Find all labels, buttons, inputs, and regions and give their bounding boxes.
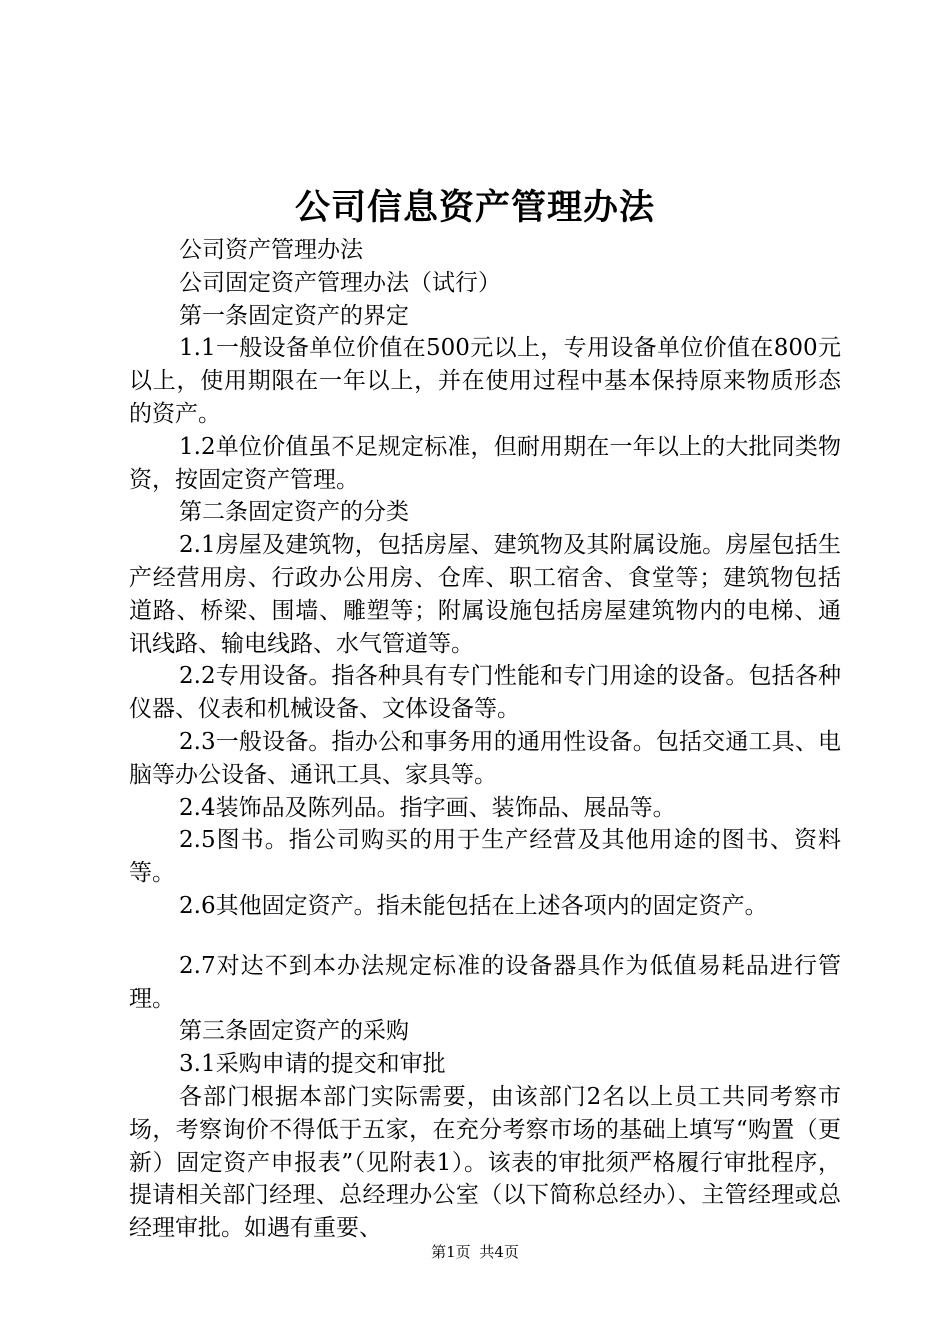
paragraph: 1.2单位价值虽不足规定标准，但耐用期在一年以上的大批同类物资，按固定资产管理。	[129, 433, 841, 493]
page-footer	[0, 1242, 950, 1262]
paragraph: 3.1采购申请的提交和审批	[179, 1051, 446, 1078]
document-title: 公司信息资产管理办法	[294, 187, 655, 228]
paragraph: 2.3一般设备。指办公和事务用的通用性设备。包括交通工具、电脑等办公设备、通讯工具、家具等。	[129, 728, 841, 788]
page-number: 第1页	[431, 1243, 471, 1261]
page-total: 共4页	[479, 1243, 519, 1261]
paragraph: 2.1房屋及建筑物，包括房屋、建筑物及其附属设施。房屋包括生产经营用房、行政办公用房、仓库、职工宿舍、食堂等；建筑物包括道路、桥梁、围墙、雕塑等；附属设施包括房屋建筑物内的电梯、通讯线路、输电线路、水气管道等。	[129, 532, 841, 657]
section-heading: 第二条固定资产的分类	[179, 499, 409, 526]
paragraph: 2.2专用设备。指各种具有专门性能和专门用途的设备。包括各种仪器、仪表和机械设备、文体设备等。	[129, 663, 841, 723]
paragraph: 2.4装饰品及陈列品。指字画、装饰品、展品等。	[179, 794, 676, 821]
paragraph: 各部门根据本部门实际需要，由该部门2名以上员工共同考察市场，考察询价不得低于五家，在充分考察市场的基础上填写“购置（更新）固定资产申报表”（见附表1）。该表的审批须严格履行审批程序，提请相关部门经理、总经理办公室（以下简称总经办）、主管经理或总经理审批。如遇有重要、	[129, 1083, 841, 1242]
paragraph: 公司固定资产管理办法（试行）	[179, 269, 501, 296]
paragraph: 2.7对达不到本办法规定标准的设备器具作为低值易耗品进行管理。	[129, 952, 841, 1012]
document-body	[129, 234, 841, 1245]
paragraph: 2.5图书。指公司购买的用于生产经营及其他用途的图书、资料等。	[129, 827, 841, 887]
paragraph: 公司资产管理办法	[179, 237, 363, 263]
section-heading: 第一条固定资产的界定	[179, 302, 409, 329]
paragraph: 2.6其他固定资产。指未能包括在上述各项内的固定资产。	[179, 892, 768, 919]
section-heading: 第三条固定资产的采购	[179, 1018, 409, 1045]
paragraph: 1.1一般设备单位价值在500元以上，专用设备单位价值在800元以上，使用期限在一年以上，并在使用过程中基本保持原来物质形态的资产。	[129, 335, 841, 427]
